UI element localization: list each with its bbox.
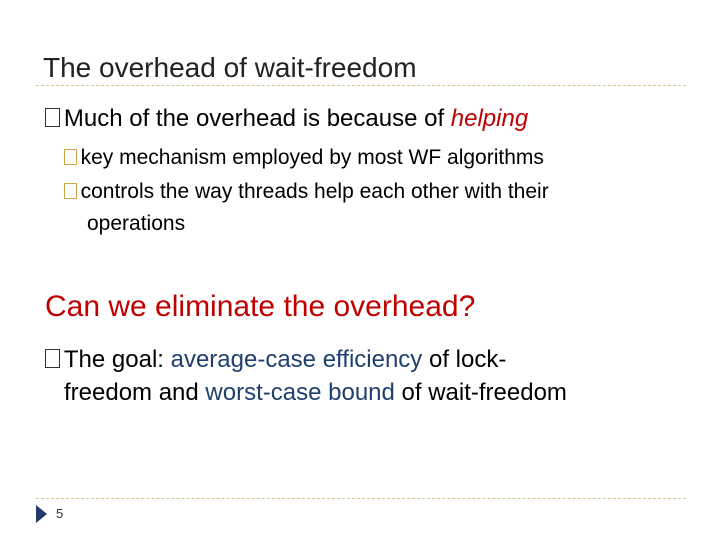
sub-bullet-controls-continuation: operations bbox=[87, 212, 186, 235]
page-number: 5 bbox=[56, 506, 64, 521]
goal-line2-part2: of wait-freedom bbox=[394, 379, 567, 406]
footer-arrow-icon bbox=[36, 505, 47, 523]
footer-divider bbox=[36, 498, 686, 499]
bullet-helping-text: Much of the overhead is because of bbox=[63, 105, 451, 132]
sub-bullet-mechanism bbox=[64, 146, 544, 170]
square-bullet-icon bbox=[45, 108, 60, 127]
square-bullet-icon bbox=[64, 183, 77, 199]
worst-case-highlight: worst-case bound bbox=[205, 379, 395, 406]
bullet-helping bbox=[45, 105, 528, 133]
goal-line2-part1: freedom and bbox=[64, 379, 206, 406]
slide-title: The overhead of wait-freedom bbox=[43, 52, 417, 83]
average-case-highlight: average-case efficiency bbox=[170, 346, 423, 373]
title-divider bbox=[36, 85, 686, 86]
sub-bullet-mechanism-text: key mechanism employed by most WF algorithms bbox=[80, 146, 544, 169]
goal-text-part1: The goal: bbox=[63, 346, 171, 373]
square-bullet-icon bbox=[45, 349, 60, 368]
goal-text-part2: of lock- bbox=[422, 346, 507, 373]
section-heading: Can we eliminate the overhead? bbox=[45, 290, 476, 323]
helping-emphasis: helping bbox=[450, 105, 529, 132]
sub-bullet-controls-text: controls the way threads help each other with their bbox=[80, 180, 549, 203]
square-bullet-icon bbox=[64, 149, 77, 165]
sub-bullet-controls bbox=[64, 180, 549, 204]
bullet-goal bbox=[45, 346, 506, 374]
bullet-goal-continuation bbox=[64, 379, 567, 407]
